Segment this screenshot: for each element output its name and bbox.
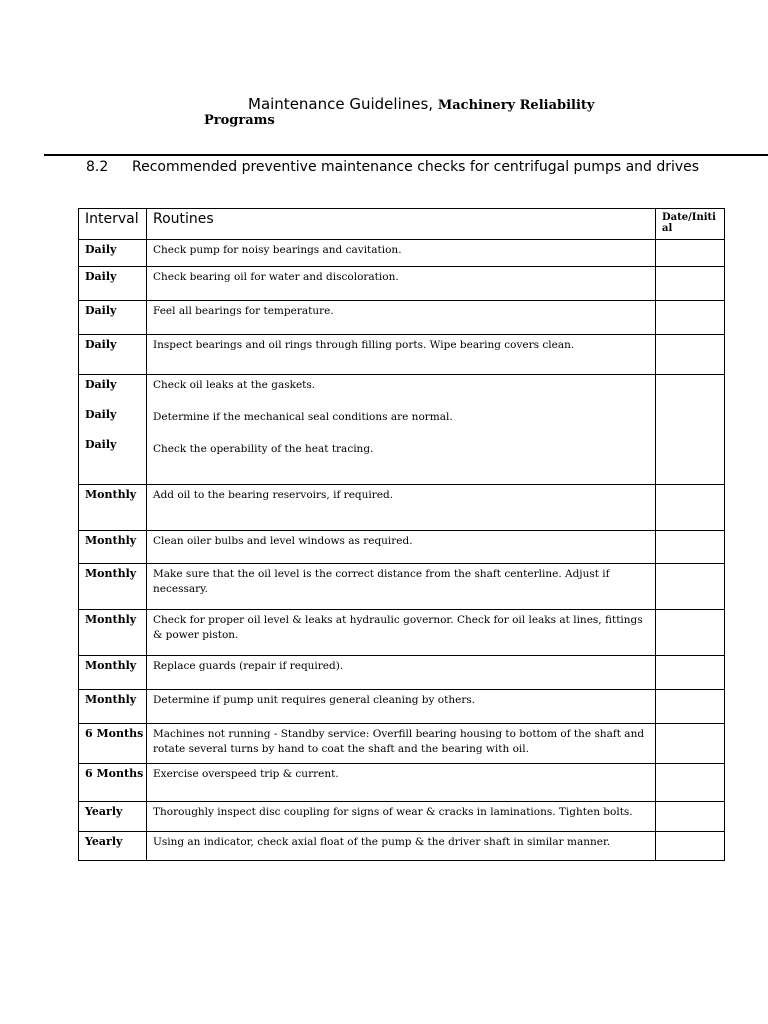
header-rule [44,154,768,156]
table-row [79,610,725,656]
table-row [79,485,725,531]
interval-cell: Daily [85,438,117,451]
header-title-line2: Programs [204,113,275,128]
interval-cell: Daily [85,378,117,391]
routine-cell: Inspect bearings and oil rings through filling ports. Wipe bearing covers clean. [147,335,656,375]
interval-cell: Monthly [79,690,147,724]
interval-cell: Daily [79,301,147,335]
document-header [248,95,594,113]
date-initial-cell[interactable] [656,485,725,531]
table-row [79,832,725,861]
table-row [79,802,725,832]
routine-cell: Determine if pump unit requires general cleaning by others. [147,690,656,724]
routine-cell-group [147,375,656,485]
routine-cell: Feel all bearings for temperature. [147,301,656,335]
interval-cell: Monthly [79,564,147,610]
date-initial-column-header: Date/Initial [656,209,725,240]
interval-cell: Daily [79,267,147,301]
maintenance-checks-table [78,208,725,861]
interval-column-header: Interval [79,209,147,240]
routine-cell: Check for proper oil level & leaks at hydraulic governor. Check for oil leaks at lines, fittings & power piston. [147,610,656,656]
date-initial-cell[interactable] [656,375,725,485]
table-row [79,531,725,564]
interval-cell: Monthly [79,485,147,531]
routine-cell: Check oil leaks at the gaskets. [153,379,316,391]
routines-column-header: Routines [147,209,656,240]
interval-cell: Daily [79,240,147,267]
routine-cell: Check pump for noisy bearings and cavitation. [147,240,656,267]
routine-cell: Check bearing oil for water and discoloration. [147,267,656,301]
interval-cell: Daily [79,335,147,375]
interval-cell: Daily [85,408,117,421]
table-row [79,764,725,802]
table-header-row [79,209,725,240]
table-row [79,656,725,690]
table-row [79,240,725,267]
routine-cell: Make sure that the oil level is the correct distance from the shaft centerline. Adjust if necessary. [147,564,656,610]
section-heading [86,159,706,176]
date-initial-cell[interactable] [656,240,725,267]
table-row [79,267,725,301]
interval-cell: Monthly [79,610,147,656]
routine-cell: Check the operability of the heat tracing. [153,443,374,455]
routine-cell: Exercise overspeed trip & current. [147,764,656,802]
table-row [79,301,725,335]
interval-cell: Monthly [79,531,147,564]
routine-cell: Using an indicator, check axial float of the pump & the driver shaft in similar manner. [147,832,656,861]
routine-cell: Machines not running - Standby service: Overfill bearing housing to bottom of the shaft and rotate several turns by hand to coat the shaft and the bearing with oil. [147,724,656,764]
date-initial-cell[interactable] [656,832,725,861]
date-initial-cell[interactable] [656,656,725,690]
date-initial-cell[interactable] [656,267,725,301]
table-row [79,564,725,610]
table-row [79,335,725,375]
date-initial-cell[interactable] [656,610,725,656]
date-initial-cell[interactable] [656,802,725,832]
routine-cell: Replace guards (repair if required). [147,656,656,690]
date-initial-cell[interactable] [656,690,725,724]
interval-cell-group [79,375,147,485]
routine-cell: Add oil to the bearing reservoirs, if required. [147,485,656,531]
routine-cell: Determine if the mechanical seal conditions are normal. [153,411,453,423]
date-initial-cell[interactable] [656,724,725,764]
date-initial-cell[interactable] [656,564,725,610]
date-initial-cell[interactable] [656,301,725,335]
date-initial-cell[interactable] [656,764,725,802]
header-title-main: Maintenance Guidelines, [248,95,434,113]
interval-cell: Yearly [79,832,147,861]
interval-cell: 6 Months [79,764,147,802]
section-number: 8.2 [86,159,109,175]
table-row-group [79,375,725,485]
routine-cell: Clean oiler bulbs and level windows as required. [147,531,656,564]
table-row [79,690,725,724]
section-title: Recommended preventive maintenance checks for centrifugal pumps and drives [132,159,700,175]
header-title-sub: Machinery Reliability [437,98,595,113]
interval-cell: Monthly [79,656,147,690]
date-initial-cell[interactable] [656,335,725,375]
routine-cell: Thoroughly inspect disc coupling for signs of wear & cracks in laminations. Tighten bolts. [147,802,656,832]
date-initial-cell[interactable] [656,531,725,564]
interval-cell: Yearly [79,802,147,832]
table-row [79,724,725,764]
interval-cell: 6 Months [79,724,147,764]
